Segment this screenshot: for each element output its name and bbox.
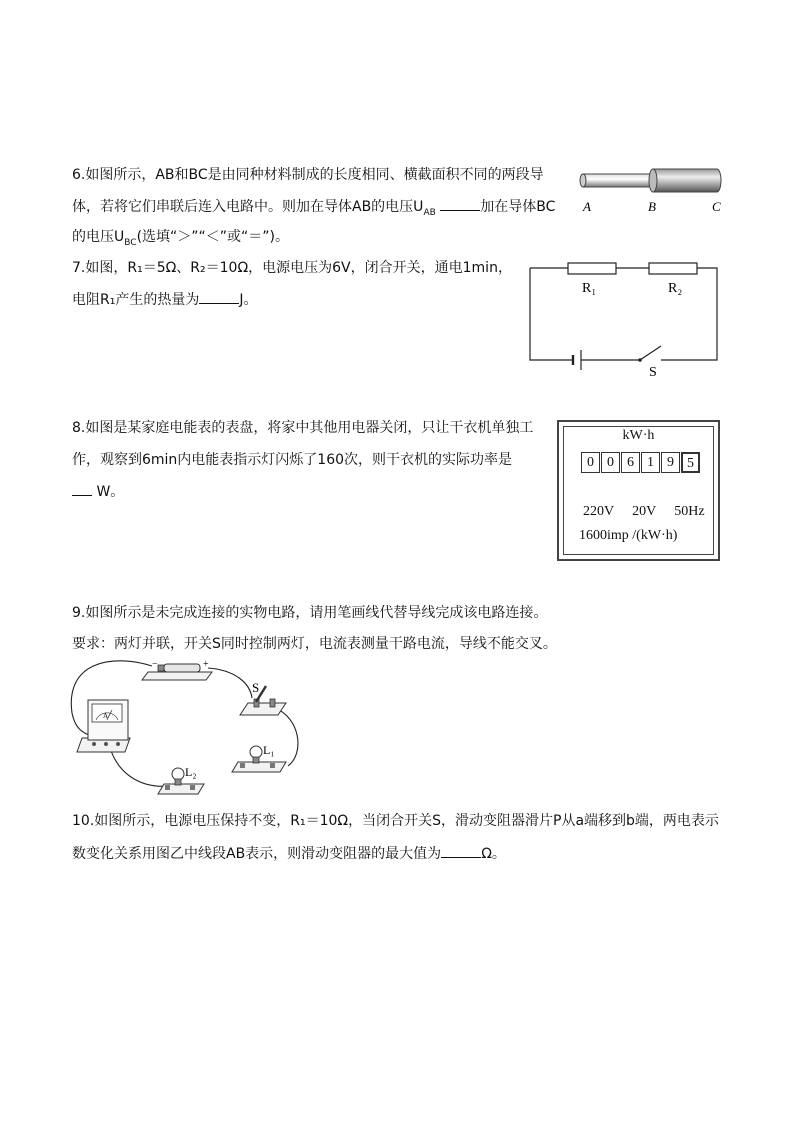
meter-digit-decimal: 5 (681, 452, 700, 473)
meter-current: 20V (632, 504, 657, 519)
switch-pivot (638, 358, 642, 362)
q8-line2: 作，观察到6min内电能表指示灯闪烁了160次，则干衣机的实际功率是 (72, 452, 513, 468)
q10-line2-b: Ω。 (481, 846, 506, 862)
q6-line1: 6.如图所示，AB和BC是由同种材料制成的长度相同、横截面积不同的两段导 (72, 167, 544, 183)
q6-line3-sub: BC (124, 237, 137, 248)
q6-line3 (72, 227, 289, 253)
thick-conductor-bc (649, 169, 721, 192)
resistor-r2 (649, 263, 697, 274)
lamp-l1-label: L₁ (263, 743, 275, 757)
wire-switch-to-l1 (275, 708, 298, 766)
series-circuit-diagram (525, 258, 725, 380)
wire-battery-to-switch (208, 668, 252, 698)
q9-line2: 要求：两灯并联，开关S同时控制两灯，电流表测量干路电流，导线不能交叉。 (72, 636, 557, 652)
meter-digit: 9 (661, 452, 680, 473)
meter-unit: kW·h (622, 428, 655, 443)
label-a: A (583, 199, 591, 214)
meter-constant: 1600imp /(kW·h) (579, 528, 678, 543)
q7-line1: 7.如图，R₁＝5Ω、R₂＝10Ω，电源电压为6V，闭合开关，通电1min， (72, 260, 512, 276)
meter-digit: 0 (581, 452, 600, 473)
switch-s (640, 346, 661, 360)
q6-line2-a: 体，若将它们串联后连入电路中。则加在导体AB的电压U (72, 199, 424, 215)
battery-minus: − (152, 659, 158, 670)
wire-ammeter-to-l2 (110, 748, 168, 786)
label-r2: R₂ (668, 281, 683, 296)
q6-answer-blank (440, 196, 480, 211)
thin-conductor-ab (580, 174, 653, 187)
energy-meter-panel (557, 420, 720, 561)
battery-plus: + (203, 659, 209, 670)
lamp-l2 (158, 765, 204, 794)
label-b: B (648, 199, 656, 214)
battery (142, 659, 212, 680)
ammeter (77, 700, 130, 752)
lamp-l2-label: L₂ (185, 765, 197, 779)
q6-line3-a: 的电压U (72, 229, 125, 245)
switch-label: S (252, 680, 260, 695)
q6-line2-sub: AB (423, 207, 436, 218)
q7-answer-blank (199, 289, 239, 304)
meter-digit: 1 (641, 452, 660, 473)
meter-frequency: 50Hz (674, 504, 705, 519)
label-c: C (712, 199, 721, 214)
resistor-r1 (568, 263, 616, 274)
label-r1: R₁ (582, 281, 597, 296)
label-s: S (649, 365, 657, 380)
q10-line1: 10.如图所示，电源电压保持不变，R₁＝10Ω，当闭合开关S，滑动变阻器滑片P从a端移到b端，两电表示 (72, 813, 719, 829)
q10-line2-a: 数变化关系用图乙中线段AB表示，则滑动变阻器的最大值为 (72, 846, 442, 862)
meter-digit: 6 (621, 452, 640, 473)
meter-specs (583, 504, 705, 520)
ammeter-symbol: A (103, 712, 109, 720)
q8-answer-blank (72, 481, 92, 496)
q7-line2-b: J。 (239, 292, 258, 308)
q10-line2 (72, 843, 506, 864)
meter-digits (581, 452, 701, 473)
q9-line1: 9.如图所示是未完成连接的实物电路，请用笔画线代替导线完成该电路连接。 (72, 605, 548, 621)
q6-line2 (72, 196, 555, 223)
meter-voltage: 220V (583, 504, 615, 519)
meter-digit: 0 (601, 452, 620, 473)
wire-left (530, 268, 573, 360)
q8-line3 (72, 481, 124, 502)
q8-line1: 8.如图是某家庭电能表的表盘，将家中其他用电器关闭，只让干衣机单独工 (72, 420, 534, 436)
q7-line2 (72, 289, 257, 310)
q6-line3-b: (选填“＞”“＜”或“＝”)。 (136, 229, 290, 245)
q10-answer-blank (441, 843, 481, 858)
conductor-figure (575, 165, 725, 220)
q6-line2-b: 加在导体BC (480, 199, 556, 215)
q8-line3-text: W。 (96, 484, 125, 500)
lamp-l1 (232, 743, 286, 772)
physical-circuit-figure (70, 658, 310, 803)
q7-line2-a: 电阻R₁产生的热量为 (72, 292, 200, 308)
